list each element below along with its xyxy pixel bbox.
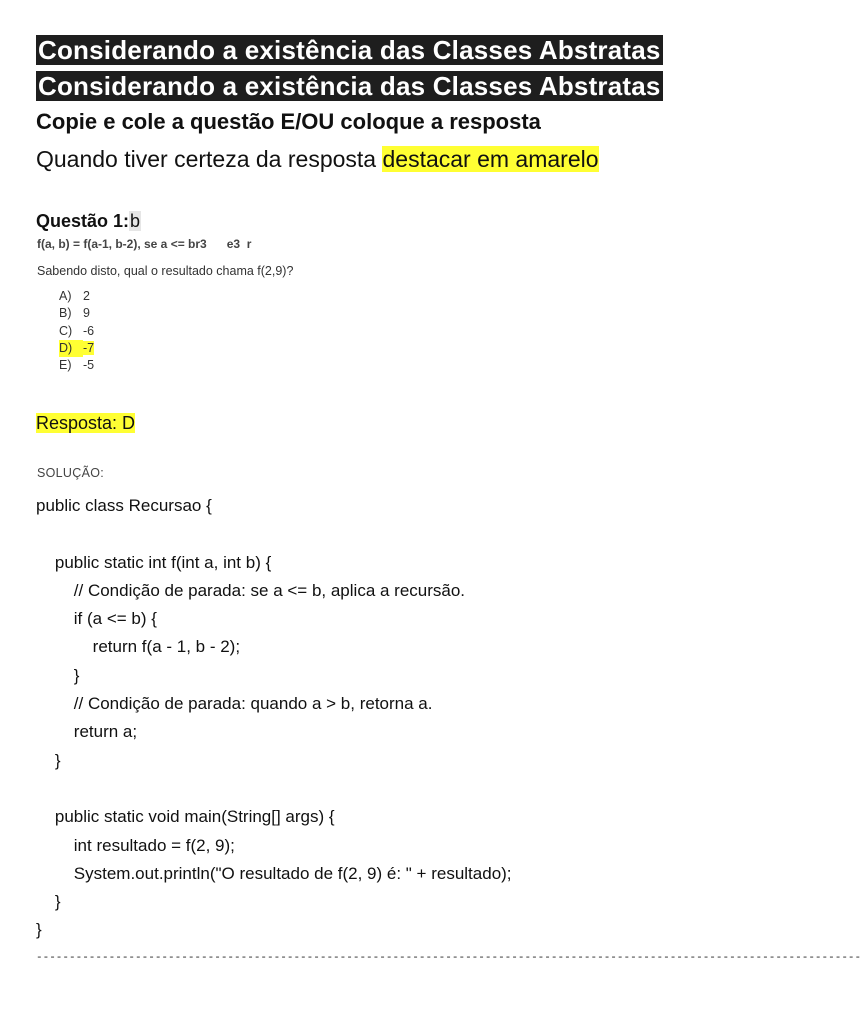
answer-option-value: -7 — [83, 340, 95, 355]
instruction-heading: Copie e cole a questão E/OU coloque a resposta — [36, 109, 541, 134]
divider-line: ----------------------------------------------------------------------------------------------------------------------------- — [36, 952, 861, 964]
answer-option-letter: E) — [59, 358, 72, 373]
code-line: } — [36, 920, 42, 940]
answer-option — [59, 288, 94, 305]
answer-option-value: 2 — [83, 289, 90, 303]
highlight-instruction-text: Quando tiver certeza da resposta — [36, 146, 383, 172]
code-block — [36, 492, 512, 945]
answer-option — [59, 357, 94, 374]
answer-text: Resposta: D — [36, 413, 136, 433]
question-answer-mark: b — [130, 211, 141, 231]
answer-option-letter: B) — [59, 306, 72, 321]
code-line: // Condição de parada: quando a > b, retorna a. — [36, 694, 433, 714]
answer-option-letter: D) — [59, 340, 83, 357]
question-title — [36, 209, 141, 233]
title-banner-repeat: Considerando a existência das Classes Abstratas — [38, 71, 661, 101]
answer-option-value: 9 — [83, 306, 90, 321]
answer-option — [59, 340, 94, 357]
answer-option-letter: C) — [59, 323, 73, 338]
code-line: } — [36, 892, 61, 912]
code-line: if (a <= b) { — [36, 609, 157, 629]
title-banner: Considerando a existência das Classes Abstratas — [38, 35, 661, 65]
code-line: // Condição de parada: se a <= b, aplica a recursão. — [36, 580, 466, 600]
code-line — [36, 520, 512, 548]
code-line: public class Recursao { — [36, 496, 212, 515]
answer-option — [59, 305, 94, 322]
code-line: System.out.println("O resultado de f(2, 9) é: " + resultado); — [36, 863, 512, 883]
answer-line — [36, 410, 135, 436]
highlight-instruction-highlighted: destacar em amarelo — [382, 146, 599, 172]
question-formula: f(a, b) = f(a-1, b-2), se a <= br3 e3 r — [37, 237, 252, 251]
code-line: } — [36, 750, 61, 770]
code-line: } — [36, 665, 80, 685]
code-line: int resultado = f(2, 9); — [36, 835, 235, 855]
answer-option-value: -5 — [83, 358, 95, 373]
solution-label: SOLUÇÃO: — [37, 466, 104, 480]
highlight-instruction — [36, 143, 599, 175]
code-line: public static int f(int a, int b) { — [36, 552, 272, 572]
answer-option — [59, 323, 94, 340]
code-line: public static void main(String[] args) { — [36, 807, 335, 827]
answer-option-value: -6 — [83, 323, 95, 338]
answer-option-letter: A) — [59, 289, 72, 303]
code-line: return f(a - 1, b - 2); — [36, 637, 241, 657]
answer-options — [59, 288, 94, 374]
code-line — [36, 775, 512, 803]
question-title-label: Questão 1: — [36, 211, 130, 231]
code-line: return a; — [36, 722, 138, 742]
question-prompt: Sabendo disto, qual o resultado chama f(2,9)? — [37, 264, 294, 278]
